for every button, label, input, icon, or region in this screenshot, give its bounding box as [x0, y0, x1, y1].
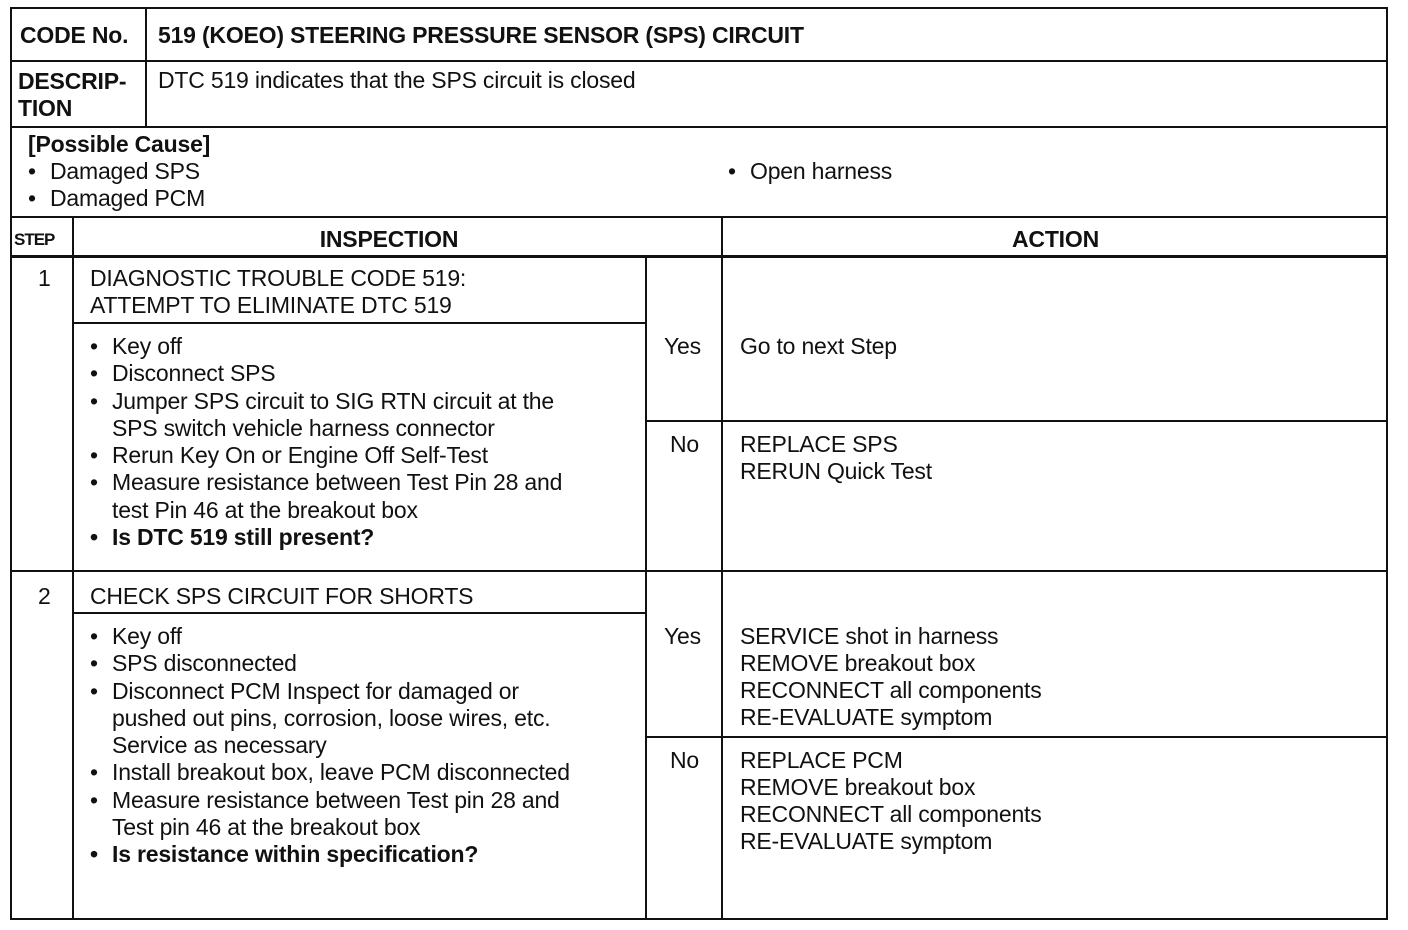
inspection-column-header: INSPECTION	[319, 226, 459, 252]
inspection-item-continued: test Pin 46 at the breakout box	[112, 496, 418, 523]
code-title: 519 (KOEO) STEERING PRESSURE SENSOR (SPS) CIRCUIT	[158, 22, 804, 48]
inspection-item-continued: SPS switch vehicle harness connector	[112, 414, 495, 441]
inspection-item: • Key off	[88, 623, 570, 650]
inspection-item: • Disconnect SPS	[88, 360, 562, 387]
inspection-question: • Is DTC 519 still present?	[88, 524, 562, 551]
inspection-item: • Measure resistance between Test Pin 28 and	[88, 469, 562, 496]
step-1-title-line2: ATTEMPT TO ELIMINATE DTC 519	[90, 292, 452, 318]
step-2-no-action-4: RE-EVALUATE symptom	[740, 828, 993, 854]
inspection-item: • SPS disconnected	[88, 650, 570, 677]
inspection-item: • Jumper SPS circuit to SIG RTN circuit at the	[88, 388, 562, 415]
inspection-item: • Install breakout box, leave PCM disconnected	[88, 759, 570, 786]
step-2-yes-action-2: REMOVE breakout box	[740, 650, 976, 676]
rule-step-column	[72, 216, 74, 920]
inspection-item-continued: Test pin 46 at the breakout box	[112, 814, 421, 841]
step-1-title-line1: DIAGNOSTIC TROUBLE CODE 519:	[90, 265, 467, 291]
step-1-number: 1	[38, 265, 51, 291]
rule-between-steps	[10, 570, 1388, 572]
rule-below-causes	[10, 216, 1388, 218]
step-1-yes-action: Go to next Step	[740, 333, 897, 359]
step-2-yes-action-4: RE-EVALUATE symptom	[740, 704, 993, 730]
rule-step1-yes-no	[646, 420, 1388, 422]
step-column-header: STEP	[14, 230, 55, 249]
cause-item: • Open harness	[726, 158, 892, 185]
rule-step2-title	[73, 612, 646, 614]
rule-step1-title	[73, 322, 646, 324]
step-1-yes-label: Yes	[664, 333, 701, 359]
step-1-inspection-list	[88, 333, 562, 551]
step-1-no-action-1: REPLACE SPS	[740, 431, 898, 457]
step-2-inspection-list	[88, 623, 570, 869]
step-1-no-action-2: RERUN Quick Test	[740, 458, 932, 484]
rule-inspection-answer	[645, 256, 647, 920]
rule-step2-yes-no	[646, 736, 1388, 738]
cause-item: • Damaged SPS	[26, 158, 205, 185]
rule-below-code	[10, 60, 1388, 62]
step-1-no-label: No	[670, 431, 700, 457]
inspection-item-continued: Service as necessary	[112, 732, 327, 759]
step-2-no-label: No	[670, 747, 700, 773]
step-2-yes-action-1: SERVICE shot in harness	[740, 623, 999, 649]
step-2-no-action-2: REMOVE breakout box	[740, 774, 976, 800]
description-label-line1: DESCRIP-	[18, 68, 127, 94]
inspection-item: • Key off	[88, 333, 562, 360]
step-2-yes-action-3: RECONNECT all components	[740, 677, 1042, 703]
step-2-no-action-3: RECONNECT all components	[740, 801, 1042, 827]
description-text: DTC 519 indicates that the SPS circuit is closed	[158, 67, 636, 93]
rule-below-column-headers	[10, 255, 1388, 258]
inspection-question: • Is resistance within specification?	[88, 841, 570, 868]
inspection-item-continued: pushed out pins, corrosion, loose wires, etc.	[112, 704, 551, 731]
description-label-line2: TION	[18, 95, 73, 121]
code-number-label: CODE No.	[20, 22, 129, 48]
inspection-item: • Rerun Key On or Engine Off Self-Test	[88, 442, 562, 469]
step-2-title: CHECK SPS CIRCUIT FOR SHORTS	[90, 583, 474, 609]
step-2-no-action-1: REPLACE PCM	[740, 747, 903, 773]
possible-cause-heading: [Possible Cause]	[28, 131, 211, 157]
possible-causes-left	[26, 158, 205, 213]
possible-causes-right	[726, 158, 892, 185]
step-2-yes-label: Yes	[664, 623, 701, 649]
step-2-number: 2	[38, 583, 51, 609]
rule-answer-action	[721, 256, 723, 920]
rule-below-description	[10, 126, 1388, 128]
inspection-item: • Measure resistance between Test pin 28 and	[88, 787, 570, 814]
action-column-header: ACTION	[1012, 226, 1099, 252]
cause-item: • Damaged PCM	[26, 185, 205, 212]
rule-header-label-divider	[145, 7, 147, 127]
inspection-item: • Disconnect PCM Inspect for damaged or	[88, 678, 570, 705]
